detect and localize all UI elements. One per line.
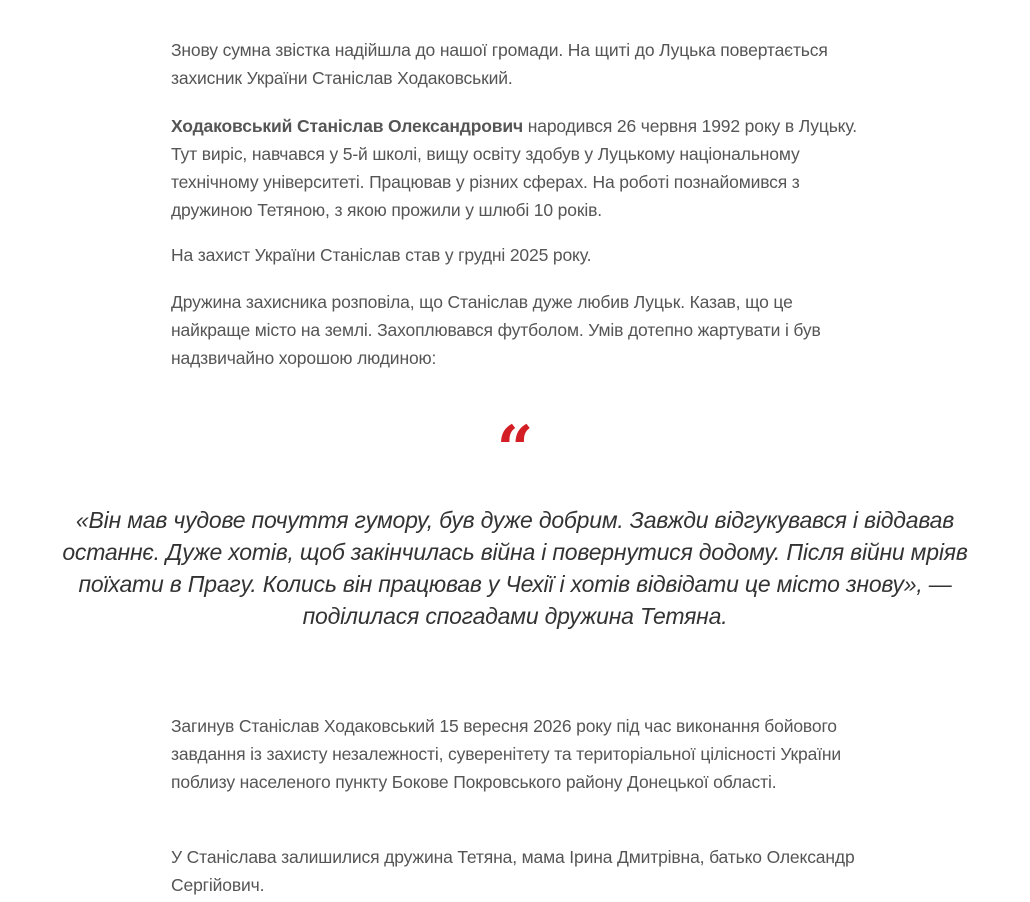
death-paragraph: Загинув Станіслав Ходаковський 15 вересня 2026 року під час виконання бойового завдання із захисту незалежності, суверенітету та територіальної цілісності України поблизу населеного пункту Бокове Покровського району Донецької області. xyxy=(171,716,842,792)
survivors-paragraph: У Станіслава залишилися дружина Тетяна, мама Ірина Дмитрівна, батько Олександр Сергійович. xyxy=(171,847,855,895)
blockquote: «Він мав чудове почуття гумору, був дуже добрим. Завжди відгукувався і віддавав останнє. Дуже хотів, щоб закінчилась війна і повернутися додому. Після війни мріяв поїхати в Прагу. Колись він працював у Чехії і хотів відвідати це місто знову», — поділилася спогадами дружина Тетяна. xyxy=(62,507,968,629)
quote-mark-icon: “ xyxy=(496,412,534,487)
wife-story-paragraph: Дружина захисника розповіла, що Станіслав дуже любив Луцьк. Казав, що це найкраще місто на землі. Захоплювався футболом. Умів дотепно жартувати і був надзвичайно хорошою людиною: xyxy=(171,292,821,368)
bio-text: народився 26 червня 1992 року в Луцьку. Тут виріс, навчався у 5-й школі, вищу освіту здобув у Луцькому національному технічному університеті. Працював у різних сферах. На роботі познайомився з дружиною Тетяною, з якою прожили у шлюбі 10 років. xyxy=(171,116,857,220)
service-paragraph: На захист України Станіслав став у грудні 2025 року. xyxy=(171,245,592,265)
intro-paragraph: Знову сумна звістка надійшла до нашої громади. На щиті до Луцька повертається захисник України Станіслав Ходаковський. xyxy=(171,40,828,88)
bio-name: Ходаковський Станіслав Олександрович xyxy=(171,116,524,136)
bio-paragraph xyxy=(171,112,871,224)
